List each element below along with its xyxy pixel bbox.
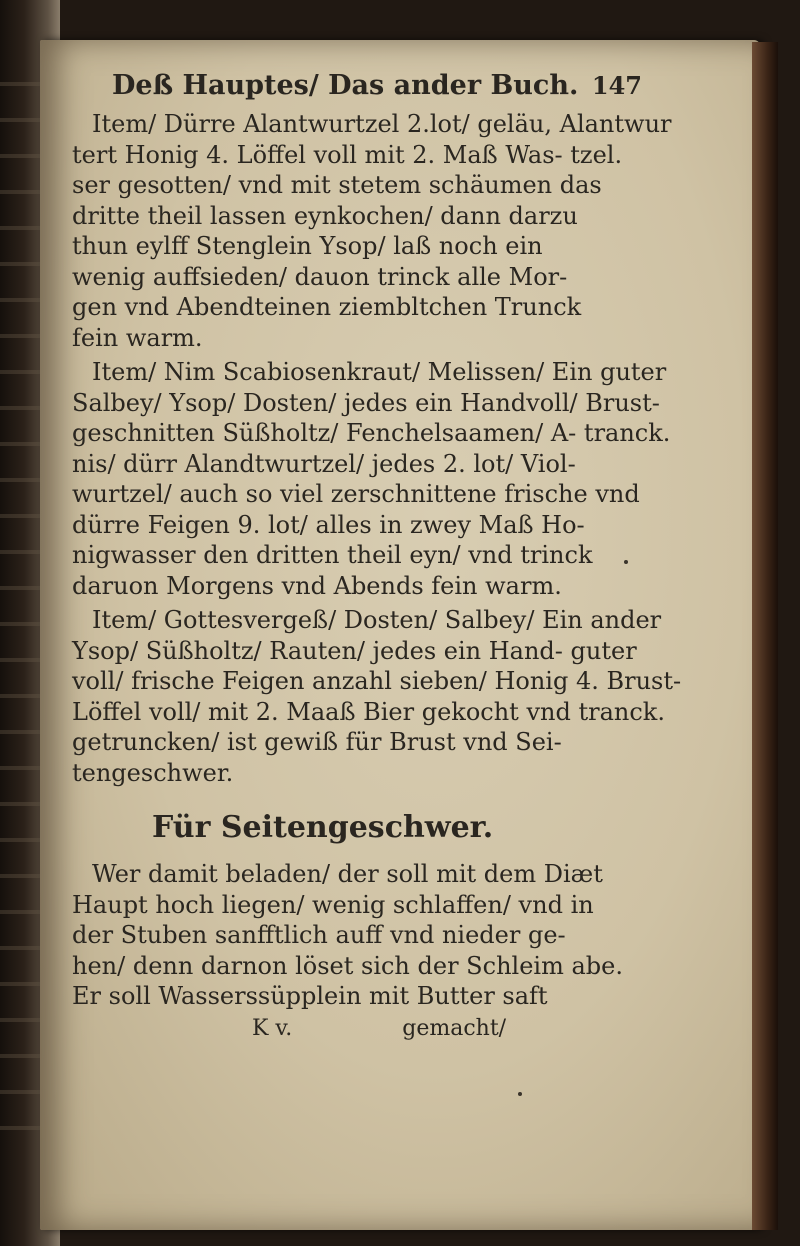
text-line: fein warm. <box>72 323 203 352</box>
text-line: geschnitten Süßholtz/ Fenchelsaamen/ A- tranck. <box>72 419 671 447</box>
section-heading: Für Seitengeschwer. <box>152 810 494 845</box>
paragraph-brusttranck <box>72 357 712 601</box>
ink-speck <box>518 1092 522 1096</box>
text-line: wenig auffsieden/ dauon trinck alle Mor- <box>72 262 568 291</box>
text-line: Löffel voll/ mit 2. Maaß Bier gekocht vnd tranck. <box>72 697 665 726</box>
text-line: ser gesotten/ vnd mit stetem schäumen das <box>72 171 602 199</box>
catchword: gemacht/ <box>402 1015 507 1041</box>
text-line: wurtzel/ auch so viel zerschnittene frische vnd <box>72 480 640 508</box>
text-line: daruon Morgens vnd Abends fein warm. <box>72 571 562 600</box>
text-line: tert Honig 4. Löffel voll mit 2. Maß Was- tzel. <box>72 140 623 169</box>
text-line: Item/ Dürre Alantwurtzel 2.lot/ geläu, Alantwur <box>92 110 672 138</box>
running-header <box>112 70 712 101</box>
paragraph-alantwurtzel <box>72 109 712 353</box>
paragraph-ander-brusttranck <box>72 605 712 788</box>
text-line: Ysop/ Süßholtz/ Rauten/ jedes ein Hand- guter <box>72 636 637 665</box>
signature-line <box>72 1016 712 1041</box>
text-line: nigwasser den dritten theil eyn/ vnd trinck <box>72 541 593 569</box>
text-line: Wer damit beladen/ der soll mit dem Diæt <box>92 860 603 888</box>
page-text <box>72 70 712 1041</box>
page-edge <box>752 42 778 1230</box>
text-line: Salbey/ Ysop/ Dosten/ jedes ein Handvoll/ Brust- <box>72 388 660 417</box>
ink-speck <box>624 560 628 564</box>
paragraph-diaet <box>72 859 712 1012</box>
text-line: getruncken/ ist gewiß für Brust vnd Sei- <box>72 728 562 756</box>
signature-mark: K v. <box>252 1015 293 1041</box>
text-line: gen vnd Abendteinen ziembltchen Trunck <box>72 293 582 321</box>
text-line: dürre Feigen 9. lot/ alles in zwey Maß Ho- <box>72 510 585 539</box>
text-line: Er soll Wasserssüpplein mit Butter saft <box>72 982 548 1010</box>
running-title: Deß Hauptes/ Das ander Buch. <box>112 70 579 101</box>
text-line: Haupt hoch liegen/ wenig schlaffen/ vnd in <box>72 890 594 919</box>
text-line: tengeschwer. <box>72 758 234 787</box>
text-line: hen/ denn darnon löset sich der Schleim abe. <box>72 951 623 980</box>
text-line: dritte theil lassen eynkochen/ dann darzu <box>72 201 578 230</box>
page-number: 147 <box>591 71 642 100</box>
text-line: der Stuben sanfftlich auff vnd nieder ge- <box>72 921 566 949</box>
text-line: voll/ frische Feigen anzahl sieben/ Honig 4. Brust- <box>72 667 682 695</box>
text-line: Item/ Gottesvergeß/ Dosten/ Salbey/ Ein ander <box>92 606 662 634</box>
text-line: thun eylff Stenglein Ysop/ laß noch ein <box>72 232 543 260</box>
text-line: nis/ dürr Alandtwurtzel/ jedes 2. lot/ Viol- <box>72 449 576 478</box>
text-line: Item/ Nim Scabiosenkraut/ Melissen/ Ein guter <box>92 358 667 386</box>
